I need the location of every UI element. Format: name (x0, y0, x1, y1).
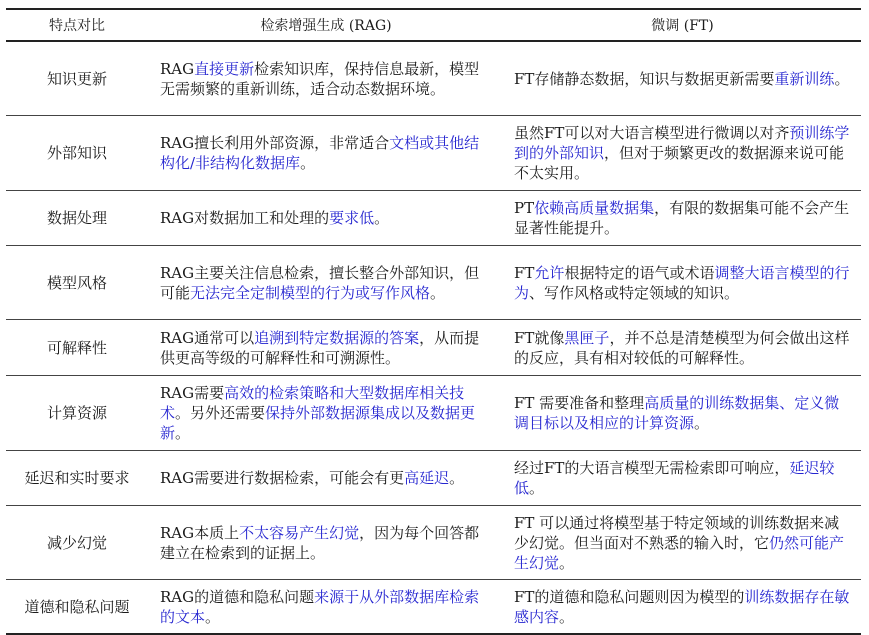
cell-text: 检索知识库，保持信息最新，模型无需频繁的重新训练，适合动态数据环境。 (160, 59, 480, 98)
cell-text: FT就像 (514, 328, 565, 347)
cell-text: RAG本质上 (160, 523, 240, 542)
highlighted-text: 仍然可能产生幻觉 (514, 533, 845, 572)
cell-text: RAG主要关注信息检索，擅长整合外部知识，但可能 (160, 263, 480, 302)
row-rag-cell (148, 263, 502, 303)
row-feature: 道德和隐私问题 (24, 597, 130, 616)
highlighted-text: 高延迟 (404, 469, 450, 487)
cell-text: ，因为每个回答都建立在检索到的证据上。 (160, 523, 480, 562)
row-rag-cell (148, 59, 502, 99)
cell-text: FT (514, 263, 535, 282)
highlighted-text: 黑匣子 (564, 328, 610, 347)
cell-text: FT存储静态数据，知识与数据更新需要 (514, 69, 775, 88)
row-ft-cell (502, 393, 861, 433)
cell-text: FT 可以通过将模型基于特定领域的训练数据来减少幻觉。但当面对不熟悉的输入时，它 (514, 513, 840, 552)
row-feature: 模型风格 (46, 273, 107, 292)
cell-text: RAG对数据加工和处理的 (160, 209, 330, 227)
highlighted-text: 文档或其他结构化/非结构化数据库 (160, 134, 480, 172)
highlighted-text: 要求低 (329, 209, 375, 227)
table-row (6, 451, 861, 506)
cell-text: RAG通常可以 (160, 328, 255, 347)
highlighted-text: 依赖高质量数据集 (534, 199, 655, 217)
table-row (6, 376, 861, 451)
highlighted-text: 不太容易产生幻觉 (239, 523, 360, 542)
row-ft-cell (502, 587, 861, 627)
cell-text: ，有限的数据集可能不会产生显著性能提升。 (514, 199, 850, 237)
highlighted-text: 重新训练 (774, 69, 835, 88)
cell-text: RAG需要 (160, 384, 225, 402)
cell-text: 。 (374, 209, 390, 227)
cell-text: RAG的道德和隐私问题 (160, 587, 315, 606)
header-feature: 特点对比 (49, 18, 105, 34)
row-feature: 可解释性 (46, 338, 107, 357)
row-feature: 计算资源 (46, 404, 107, 422)
row-rag-cell (148, 133, 502, 173)
row-rag-cell (148, 523, 502, 563)
table-row (6, 320, 861, 376)
highlighted-text: 追溯到特定数据源的答案 (254, 328, 420, 347)
cell-text: 。 (205, 607, 221, 626)
cell-text: PT (514, 199, 535, 217)
cell-text: 。 (559, 553, 575, 572)
cell-text: 。 (559, 607, 575, 626)
table-row (6, 42, 861, 116)
highlighted-text: 高效的检索策略和大型数据库相关技术 (160, 384, 465, 422)
row-ft-cell (502, 458, 861, 498)
cell-text: 。 (529, 479, 545, 497)
row-feature: 数据处理 (46, 209, 107, 227)
cell-text: 。 (834, 69, 850, 88)
row-ft-cell (502, 123, 861, 183)
highlighted-text: 来源于从外部数据库检索的文本 (160, 587, 480, 626)
cell-text: 。 (175, 424, 191, 442)
row-feature: 外部知识 (46, 144, 107, 162)
cell-text: 。 (694, 414, 710, 432)
highlighted-text: 训练数据存在敏感内容 (514, 587, 850, 626)
table-header (6, 10, 861, 42)
cell-text: 虽然FT可以对大语言模型进行微调以对齐 (514, 124, 790, 142)
row-rag-cell (148, 208, 502, 228)
row-ft-cell (502, 513, 861, 573)
row-feature: 减少幻觉 (46, 533, 107, 552)
table-row (6, 506, 861, 580)
cell-text: 根据特定的语气或术语 (564, 263, 715, 282)
highlighted-text: 允许 (534, 263, 565, 282)
cell-text: FT的道德和隐私问题则因为模型的 (514, 587, 745, 606)
highlighted-text: 保持外部数据源集成以及数据更新 (160, 404, 476, 442)
cell-text: 、写作风格或特定领域的知识。 (529, 283, 740, 302)
row-feature: 知识更新 (46, 69, 107, 88)
comparison-table (6, 8, 861, 635)
row-ft-cell (502, 328, 861, 368)
highlighted-text: 延迟较低 (514, 459, 835, 497)
highlighted-text: 无法完全定制模型的行为或写作风格 (190, 283, 431, 302)
table-row (6, 246, 861, 320)
cell-text: 。 (449, 469, 465, 487)
cell-text: ，并不总是清楚模型为何会做出这样的反应，具有相对较低的可解释性。 (514, 328, 850, 367)
cell-text: FT 需要准备和整理 (514, 394, 645, 412)
cell-text: RAG (160, 59, 195, 78)
highlighted-text: 直接更新 (194, 59, 255, 78)
cell-text: ，从而提供更高等级的可解释性和可溯源性。 (160, 328, 480, 367)
cell-text: 经过FT的大语言模型无需检索即可响应， (514, 459, 790, 477)
cell-text: RAG擅长利用外部资源，非常适合 (160, 134, 390, 152)
header-rag: 检索增强生成 (RAG) (260, 18, 392, 34)
header-ft: 微调 (FT) (651, 18, 714, 34)
table-row (6, 580, 861, 633)
row-rag-cell (148, 383, 502, 443)
row-ft-cell (502, 69, 861, 89)
highlighted-text: 预训练学到的外部知识 (514, 124, 850, 162)
highlighted-text: 调整大语言模型的行为 (514, 263, 850, 302)
row-ft-cell (502, 198, 861, 238)
cell-text: 。另外还需要 (175, 404, 266, 422)
cell-text: 。 (300, 154, 316, 172)
row-ft-cell (502, 263, 861, 303)
row-feature: 延迟和实时要求 (24, 469, 130, 487)
row-rag-cell (148, 587, 502, 627)
highlighted-text: 高质量的训练数据集、定义微调目标以及相应的计算资源 (514, 394, 840, 432)
table-row (6, 116, 861, 191)
table-row (6, 191, 861, 246)
cell-text: RAG需要进行数据检索，可能会有更 (160, 469, 405, 487)
cell-text: 。 (430, 283, 446, 302)
row-rag-cell (148, 468, 502, 488)
cell-text: ，但对于频繁更改的数据源来说可能不太实用。 (514, 144, 845, 182)
row-rag-cell (148, 328, 502, 368)
